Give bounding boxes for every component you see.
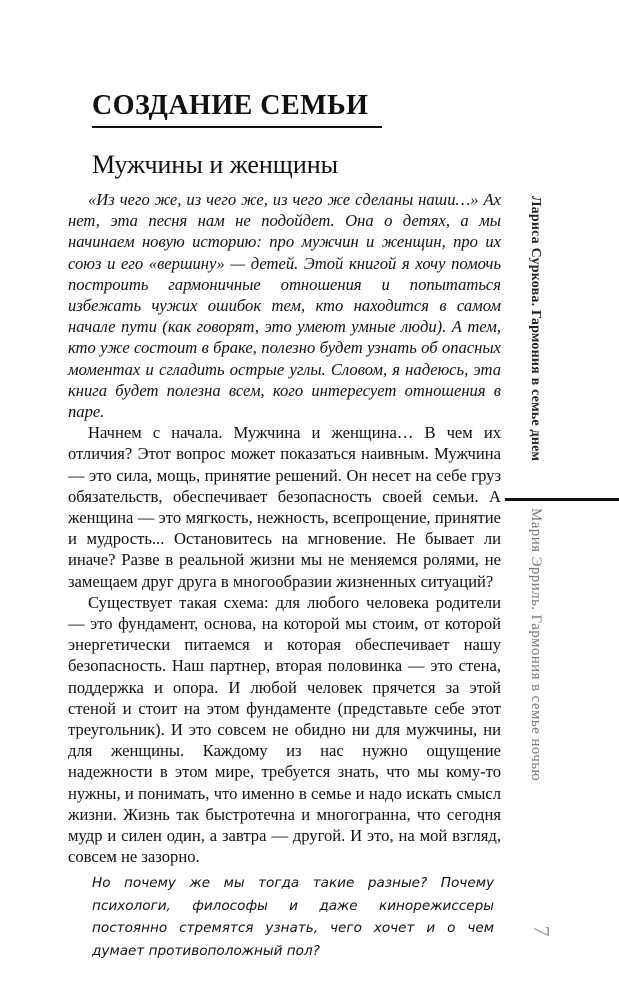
body-paragraph-2: Начнем с начала. Мужчина и женщина… В чем их отличия? Этот вопрос может показаться наивным. Мужчина — это сила, мощь, принятие решений. Он несет на себе груз обязательств, обеспечивает безопасность своей семьи. А женщина — это мягкость, нежность, всепрощение, принятие и мудрость... Остановитесь на мгновение. Не бывает ли иначе? Разве в реальной жизни мы не меняемся ролями, не замещаем друг друга в многообразии жизненных ситуаций? [68, 423, 501, 591]
page-number: 7 [529, 925, 555, 937]
section-title: Мужчины и женщины [92, 150, 339, 179]
sidebar-divider [505, 498, 619, 501]
body-paragraph-3: Существует такая схема: для любого человека родители — это фундамент, основа, на которой мы стоим, от которой энергетически питаемся и которая обеспечивает нашу безопасность. Наш партнер, вторая половинка — это стена, поддержка и опора. И любой человек прячется за этой стеной и стоит на этом фундаменте (представьте себе этот треугольник). И это совсем не обидно ни для мужчины, ни для женщины. Каждому из нас нужно ощущение надежности в этом мире, требуется знать, что мы кому-то нужны, и понимать, что именно в семье и надо искать смысл жизни. Жизнь так быстротечна и многогранна, что сегодня мудр и силен один, а завтра — другой. И это, на мой взгляд, совсем не зазорно. [68, 592, 501, 867]
intro-paragraph: «Из чего же, из чего же, из чего же сделаны наши…» Ах нет, эта песня нам не подойдет. Она о детях, а мы начинаем новую историю: про мужчин и женщин, про их союз и его «вершину» — детей. Этой книгой я хочу помочь построить гармоничные отношения и попытаться избежать чужих ошибок тем, кто находится в самом начале пути (как говорят, это умеют умные люди). А тем, кто уже состоит в браке, полезно будет узнать об опасных моментах и сгладить острые углы. Словом, я надеюсь, эта книга будет полезна всем, кого интересует отношения в паре. [68, 190, 501, 422]
body-text [68, 189, 501, 868]
sidebar-title-bottom: Мария Эрриль. Гармония в семье ночью [528, 508, 544, 782]
sidebar-title-top: Лариса Суркова. Гармония в семье днем [528, 196, 543, 462]
chapter-title-underline [92, 126, 382, 128]
chapter-title: СОЗДАНИЕ СЕМЬИ [92, 90, 369, 121]
closing-question: Но почему же мы тогда такие разные? Почему психологи, философы и даже кинорежиссеры постоянно стремятся узнать, чего хочет и о чем думает противоположный пол? [92, 875, 494, 959]
